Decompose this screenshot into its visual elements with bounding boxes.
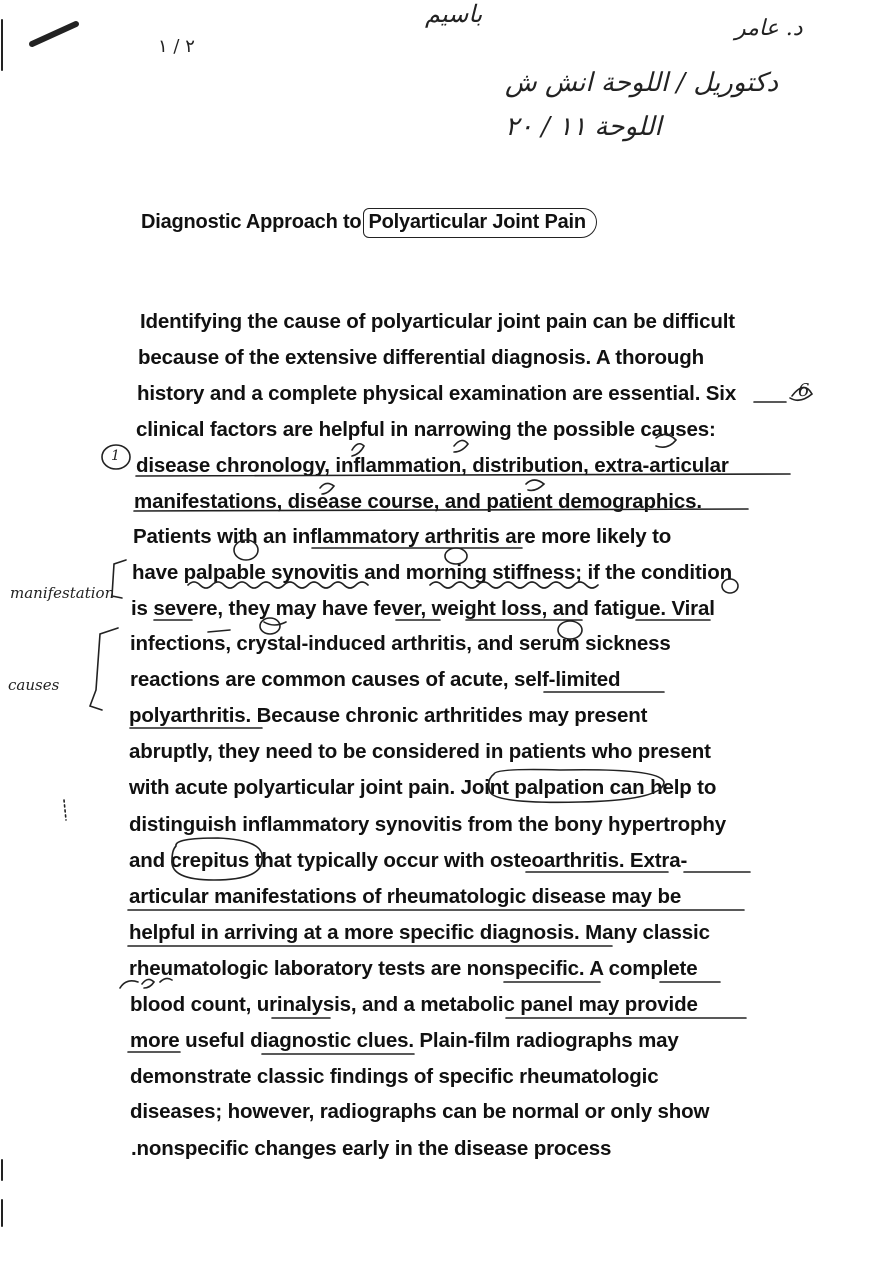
handwritten-note-line-2: اللوحة ١١ / ٢٠: [505, 112, 662, 142]
document-title: [141, 211, 597, 234]
body-line: because of the extensive differential diagnosis. A thorough: [138, 346, 705, 369]
body-line: rheumatologic laboratory tests are nonspecific. A complete: [129, 957, 698, 980]
circled-number: 1: [111, 448, 120, 464]
body-line: diseases; however, radiographs can be normal or only show: [130, 1100, 710, 1123]
body-line: .nonspecific changes early in the disease process: [131, 1137, 612, 1160]
pen-stroke-mark: [32, 24, 76, 44]
handwritten-note-line-1: دكتوريل / اللوحة انش ش: [505, 68, 779, 98]
body-line: infections, crystal-induced arthritis, and serum sickness: [130, 632, 671, 655]
body-line: disease chronology, inflammation, distribution, extra-articular: [136, 454, 729, 477]
body-line: is severe, they may have fever, weight loss, and fatigue. Viral: [131, 597, 715, 620]
body-line: have palpable synovitis and morning stiffness; if the condition: [132, 561, 732, 584]
body-line: and crepitus that typically occur with osteoarthritis. Extra-: [129, 849, 688, 872]
body-line: polyarthritis. Because chronic arthritides may present: [129, 704, 648, 727]
body-line: Identifying the cause of polyarticular joint pain can be difficult: [140, 310, 735, 333]
body-line: history and a complete physical examination are essential. Six: [137, 382, 737, 405]
six-mark: 6: [798, 380, 810, 401]
body-line: helpful in arriving at a more specific diagnosis. Many classic: [129, 921, 710, 944]
body-line: demonstrate classic findings of specific rheumatologic: [130, 1065, 659, 1088]
body-line: articular manifestations of rheumatologic disease may be: [129, 885, 682, 908]
body-line: Patients with an inflammatory arthritis are more likely to: [133, 525, 672, 548]
body-line: with acute polyarticular joint pain. Joint palpation can help to: [129, 776, 717, 799]
body-line: manifestations, disease course, and patient demographics.: [134, 490, 702, 513]
body-line: abruptly, they need to be considered in patients who present: [129, 740, 711, 763]
title-prefix: Diagnostic Approach to: [141, 211, 362, 233]
body-line: clinical factors are helpful in narrowing the possible causes:: [136, 418, 716, 441]
margin-note-causes: causes: [8, 676, 60, 694]
body-line: distinguish inflammatory synovitis from the bony hypertrophy: [129, 813, 726, 836]
margin-note-manifestation: manifestation: [10, 584, 115, 602]
handwritten-note-top: باسيم: [425, 0, 483, 28]
body-line: more useful diagnostic clues. Plain-film radiographs may: [130, 1029, 679, 1052]
body-line: blood count, urinalysis, and a metabolic panel may provide: [130, 993, 698, 1016]
body-line: reactions are common causes of acute, self-limited: [130, 668, 621, 691]
handwritten-note-doctor: د. عامر: [735, 16, 803, 41]
title-boxed-phrase: Polyarticular Joint Pain: [363, 208, 597, 238]
handwritten-page-mark: ٢ / ١: [158, 36, 195, 57]
